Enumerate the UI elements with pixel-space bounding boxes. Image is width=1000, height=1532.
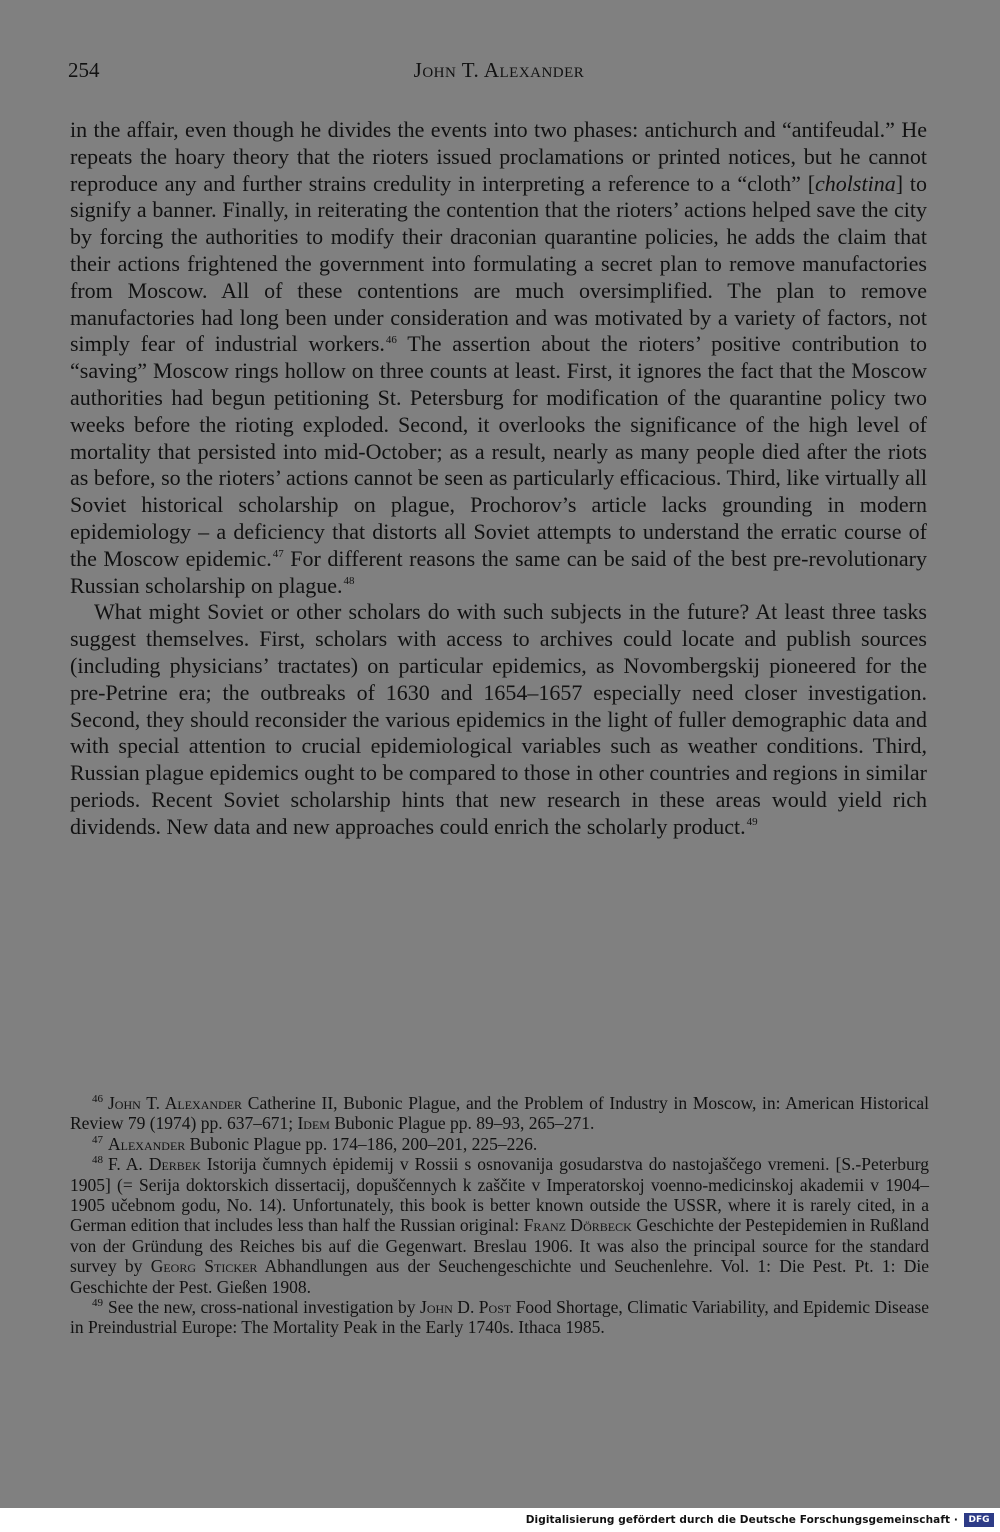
footnote-number: 47 bbox=[92, 1133, 103, 1146]
running-title: John T. Alexander bbox=[413, 58, 585, 82]
footnote-text: Istorija čumnych ėpidemij v Rossii s osnovanija gosudarstva do nastojaščego vremeni. [S.-Peterburg 1905] (= Serija doktorskich dissertacij, dopuščennych k zaščite v Imperatorskoj voenno-medicinskoj akademii v 1904–1905 učebnom godu, No. 14). Unfortunately, this book is better known outside the USSR, where it is rarely cited, in a German edition that includes less than half the Russian original: bbox=[70, 1154, 929, 1236]
footnote-48 bbox=[70, 1154, 929, 1297]
footnote-49 bbox=[70, 1297, 929, 1338]
footnote-author: Franz Dörbeck bbox=[523, 1215, 632, 1236]
footnote-author: Alexander bbox=[108, 1133, 186, 1154]
text-segment: The assertion about the rioters’ positive contribution to “saving” Moscow rings hollow on three counts at least. First, it ignores the fact that the Moscow authorities had begun petitioning St. Petersburg for modification of the quarantine policy two weeks before the rioting exploded. Second, it overlooks the significance of the high level of mortality that persisted into mid-October; as a result, nearly as many people died after the riots as before, so the rioters’ actions cannot be seen as particularly efficacious. Third, like virtually all Soviet historical scholarship on plague, Prochorov’s article lacks grounding in modern epidemiology – a deficiency that distorts all Soviet attempts to understand the erratic course of the Moscow epidemic. bbox=[70, 331, 927, 571]
page-number: 254 bbox=[68, 58, 100, 82]
footnote-author: F. A. Derbek bbox=[108, 1154, 201, 1175]
footnote-ref-47[interactable]: 47 bbox=[272, 548, 284, 561]
footnote-author: Georg Sticker bbox=[150, 1256, 258, 1277]
footnote-text: See the new, cross-national investigation by bbox=[108, 1297, 421, 1318]
dfg-logo-icon: DFG bbox=[964, 1513, 994, 1527]
footnote-ref-49[interactable]: 49 bbox=[746, 816, 758, 829]
footnote-text: Geschichte der Pestepidemien in Rußland von der Gründung des Reiches bis auf die Gegenwart. Breslau 1906. It was also the principal source for the standard survey by bbox=[70, 1215, 929, 1277]
footnote-text: Catherine II, Bubonic Plague, and the Problem of Industry in Moscow, in: American Historical Review 79 (1974) pp. 637–671; bbox=[70, 1093, 930, 1134]
footnote-idem: Idem bbox=[297, 1113, 330, 1134]
footnote-46 bbox=[70, 1093, 929, 1134]
footnote-47 bbox=[70, 1134, 929, 1154]
main-text bbox=[70, 117, 927, 841]
italic-term: cholstina bbox=[815, 170, 896, 196]
footnotes bbox=[70, 1093, 929, 1338]
footnote-number: 48 bbox=[92, 1154, 103, 1167]
footnote-ref-48[interactable]: 48 bbox=[343, 575, 355, 588]
paragraph-2 bbox=[70, 599, 927, 840]
footnote-author: John T. Alexander bbox=[108, 1093, 243, 1113]
running-head bbox=[68, 58, 930, 88]
paragraph-1 bbox=[70, 117, 927, 599]
text-segment: in the affair, even though he divides the events into two phases: antichurch and “antifeudal.” He repeats the hoary theory that the rioters issued proclamations or printed notices, but he cannot reproduce any and further strains credulity in interpreting a reference to a “cloth” [ bbox=[70, 117, 927, 196]
footnote-text: Food Shortage, Climatic Variability, and Epidemic Disease in Preindustrial Europe: The Mortality Peak in the Early 1740s. Ithaca 1985. bbox=[70, 1297, 929, 1338]
digitization-credit-bar bbox=[0, 1508, 1000, 1532]
footnote-number: 46 bbox=[92, 1093, 103, 1106]
text-segment: ] to signify a banner. Finally, in reiterating the contention that the rioters’ actions helped save the city by forcing the authorities to modify their draconian quarantine policies, he adds the claim that their actions frightened the government into formulating a secret plan to remove manufactories from Moscow. All of these contentions are much oversimplified. The plan to remove manufactories had long been under consideration and was motivated by a variety of factors, not simply fear of industrial workers. bbox=[70, 170, 927, 357]
footnote-text: Abhandlungen aus der Seuchengeschichte und Seuchenlehre. Vol. 1: Die Pest. Pt. 1: Die Geschichte der Pest. Gießen 1908. bbox=[70, 1256, 929, 1297]
footnote-text: Bubonic Plague pp. 174–186, 200–201, 225–226. bbox=[185, 1133, 538, 1154]
footnote-author: John D. Post bbox=[420, 1297, 512, 1318]
text-segment: For different reasons the same can be said of the best pre-revolutionary Russian scholarship on plague. bbox=[70, 545, 927, 598]
footnote-number: 49 bbox=[92, 1297, 103, 1310]
footnote-text: Bubonic Plague pp. 89–93, 265–271. bbox=[329, 1113, 595, 1134]
footnote-ref-46[interactable]: 46 bbox=[385, 334, 397, 347]
digitization-credit-text: Digitalisierung gefördert durch die Deutsche Forschungsgemeinschaft · bbox=[525, 1514, 958, 1526]
text-segment: What might Soviet or other scholars do with such subjects in the future? At least three tasks suggest themselves. First, scholars with access to archives could locate and publish sources (including physicians’ tractates) on particular epidemics, as Novombergskij pioneered for the pre-Petrine era; the outbreaks of 1630 and 1654–1657 especially need closer investigation. Second, they should reconsider the various epidemics in the light of fuller demographic data and with special attention to crucial epidemiological variables such as weather conditions. Third, Russian plague epidemics ought to be compared to those in other countries and regions in similar periods. Recent Soviet scholarship hints that new research in these areas would yield rich dividends. New data and new approaches could enrich the scholarly product. bbox=[70, 599, 927, 839]
